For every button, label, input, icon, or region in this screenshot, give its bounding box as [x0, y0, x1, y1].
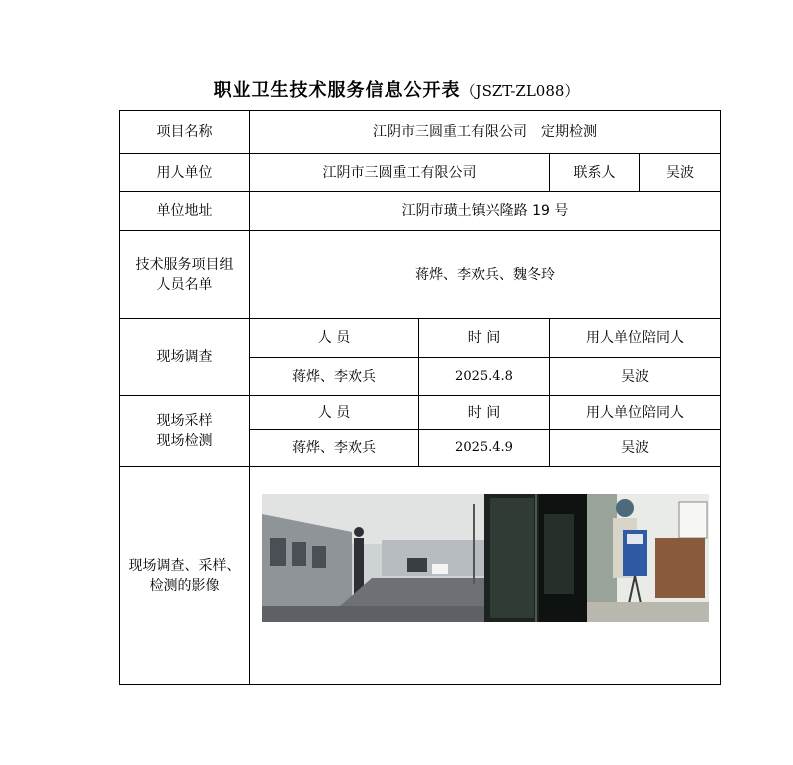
contact-value: 吴波 — [640, 154, 721, 192]
survey-people: 蒋烨、李欢兵 — [250, 358, 419, 396]
address-value: 江阴市璜土镇兴隆路 19 号 — [250, 192, 721, 231]
survey-escort: 吴波 — [550, 358, 721, 396]
row-images — [120, 467, 721, 685]
row-employer — [120, 154, 721, 192]
sampling-col-escort: 用人单位陪同人 — [550, 396, 721, 430]
survey-label: 现场调查 — [120, 319, 250, 396]
employer-value: 江阴市三圆重工有限公司 — [250, 154, 550, 192]
sampling-time: 2025.4.9 — [419, 430, 550, 467]
project-name-value: 江阴市三圆重工有限公司 定期检测 — [250, 111, 721, 154]
contact-label: 联系人 — [550, 154, 640, 192]
team-label: 技术服务项目组人员名单 — [120, 231, 250, 319]
detection-photo — [587, 494, 709, 622]
project-name-label: 项目名称 — [120, 111, 250, 154]
sampling-label-line2: 现场检测 — [156, 433, 213, 449]
employer-label: 用人单位 — [120, 154, 250, 192]
cabinet-photo — [484, 494, 587, 622]
sampling-col-people: 人 员 — [250, 396, 419, 430]
survey-col-people: 人 员 — [250, 319, 419, 358]
address-label: 单位地址 — [120, 192, 250, 231]
sampling-escort: 吴波 — [550, 430, 721, 467]
info-table — [119, 110, 721, 685]
document-title — [0, 76, 793, 102]
sampling-label — [120, 396, 250, 467]
sampling-people: 蒋烨、李欢兵 — [250, 430, 419, 467]
survey-col-escort: 用人单位陪同人 — [550, 319, 721, 358]
title-code: （JSZT-ZL088） — [460, 82, 580, 100]
images-cell — [250, 467, 721, 685]
sampling-label-line1: 现场采样 — [156, 413, 213, 429]
row-survey-header — [120, 319, 721, 358]
row-team — [120, 231, 721, 319]
survey-col-time: 时 间 — [419, 319, 550, 358]
title-main: 职业卫生技术服务信息公开表 — [213, 80, 461, 101]
photo-strip — [262, 494, 709, 622]
row-sampling-header — [120, 396, 721, 430]
team-value: 蒋烨、李欢兵、魏冬玲 — [250, 231, 721, 319]
images-label: 现场调查、采样、检测的影像 — [120, 467, 250, 685]
row-address — [120, 192, 721, 231]
survey-time: 2025.4.8 — [419, 358, 550, 396]
sampling-col-time: 时 间 — [419, 396, 550, 430]
row-project-name — [120, 111, 721, 154]
site-exterior-photo — [262, 494, 484, 622]
